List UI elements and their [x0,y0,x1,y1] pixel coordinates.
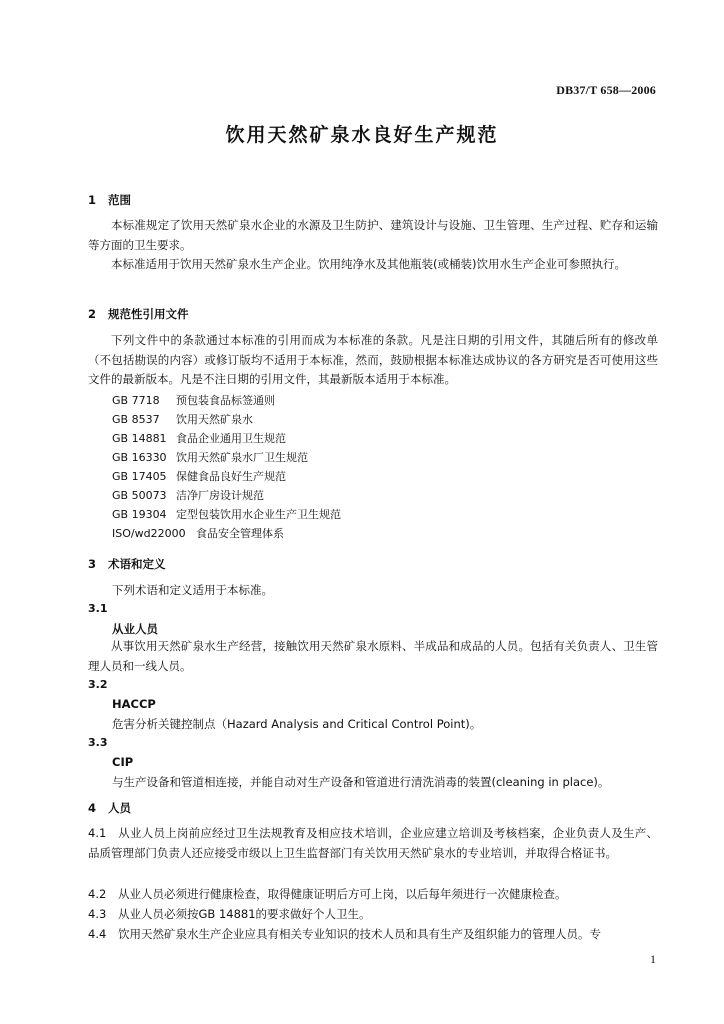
reference-title: 食品企业通用卫生规范 [176,432,286,445]
term-name: 从业人员 [112,622,158,636]
reference-code: ISO/wd22000 [112,527,186,540]
section-4-heading [88,800,131,816]
section-title: 人员 [108,801,131,815]
clause-4-1 [88,824,658,863]
reference-title: 洁净厂房设计规范 [176,489,264,502]
clause-number: 4.1 [88,826,107,840]
reference-code: GB 7718 [112,394,160,407]
reference-item [112,430,286,446]
reference-title: 食品安全管理体系 [196,527,284,540]
standard-code: DB37/T 658—2006 [556,83,656,97]
section-title: 规范性引用文件 [108,307,189,321]
clause-number: 4.3 [88,907,107,921]
clause-text: 从业人员必须进行健康检查，取得健康证明后方可上岗，以后每年须进行一次健康检查。 [118,887,567,901]
reference-title: 饮用天然矿泉水 [176,413,253,426]
section-2-paragraph: 下列文件中的条款通过本标准的引用而成为本标准的条款。凡是注日期的引用文件，其随后所有的修改单（不包括勘误的内容）或修订版均不适用于本标准，然而，鼓励根据本标准达成协议的各方研究是否可使用这些文件的最新版本。凡是不注日期的引用文件，其最新版本适用于本标准。 [88,333,658,386]
page-title: 饮用天然矿泉水良好生产规范 [225,124,499,146]
term-number: 3.3 [88,736,108,749]
reference-code: GB 19304 [112,508,167,521]
section-1-heading [88,192,131,208]
section-number: 2 [88,307,97,321]
reference-code: GB 16330 [112,451,167,464]
section-title: 范围 [108,193,131,207]
reference-code: GB 8537 [112,413,160,426]
clause-4-3 [88,906,371,922]
term-definition: 从事饮用天然矿泉水生产经营，接触饮用天然矿泉水原料、半成品和成品的人员。包括有关负责人、卫生管理人员和一线人员。 [88,639,658,673]
reference-item [112,525,284,541]
section-3-intro: 下列术语和定义适用于本标准。 [112,583,273,597]
clause-number: 4.2 [88,887,107,901]
section-3-heading [88,556,166,572]
term-number: 3.1 [88,602,108,615]
reference-item [112,449,308,465]
reference-code: GB 50073 [112,489,167,502]
reference-title: 饮用天然矿泉水厂卫生规范 [176,451,308,464]
clause-4-4 [88,926,601,942]
reference-code: GB 14881 [112,432,167,445]
reference-title: 预包装食品标签通则 [176,394,275,407]
clause-4-2 [88,886,567,902]
section-1-paragraph-1: 本标准规定了饮用天然矿泉水企业的水源及卫生防护、建筑设计与设施、卫生管理、生产过程、贮存和运输等方面的卫生要求。 [88,218,658,252]
section-2-heading [88,306,189,322]
reference-item [112,506,341,522]
reference-item [112,468,286,484]
section-number: 4 [88,801,97,815]
reference-title: 定型包装饮用水企业生产卫生规范 [176,508,341,521]
clause-number: 4.4 [88,927,107,941]
term-name: CIP [112,755,134,769]
reference-code: GB 17405 [112,470,167,483]
clause-text: 从业人员必须按GB 14881的要求做好个人卫生。 [118,907,371,921]
reference-title: 保健食品良好生产规范 [176,470,286,483]
reference-item [112,392,275,408]
section-title: 术语和定义 [108,557,166,571]
section-number: 3 [88,557,97,571]
clause-text: 饮用天然矿泉水生产企业应具有相关专业知识的技术人员和具有生产及组织能力的管理人员。专 [118,927,601,941]
clause-text: 从业人员上岗前应经过卫生法规教育及相应技术培训，企业应建立培训及考核档案，企业负责人及生产、品质管理部门负责人还应接受市级以上卫生监督部门有关饮用天然矿泉水的专业培训，并取得合格证书。 [88,826,658,860]
term-name: HACCP [112,697,156,711]
section-number: 1 [88,193,97,207]
term-definition: 与生产设备和管道相连接，并能自动对生产设备和管道进行清洗消毒的装置(cleaning in place)。 [112,775,610,789]
reference-item [112,411,253,427]
page-number: 1 [650,952,656,966]
reference-item [112,487,264,503]
term-number: 3.2 [88,678,108,691]
term-definition: 危害分析关键控制点（Hazard Analysis and Critical Control Point)。 [112,717,482,731]
section-1-paragraph-2: 本标准适用于饮用天然矿泉水生产企业。饮用纯净水及其他瓶装(或桶装)饮用水生产企业可参照执行。 [111,257,626,271]
